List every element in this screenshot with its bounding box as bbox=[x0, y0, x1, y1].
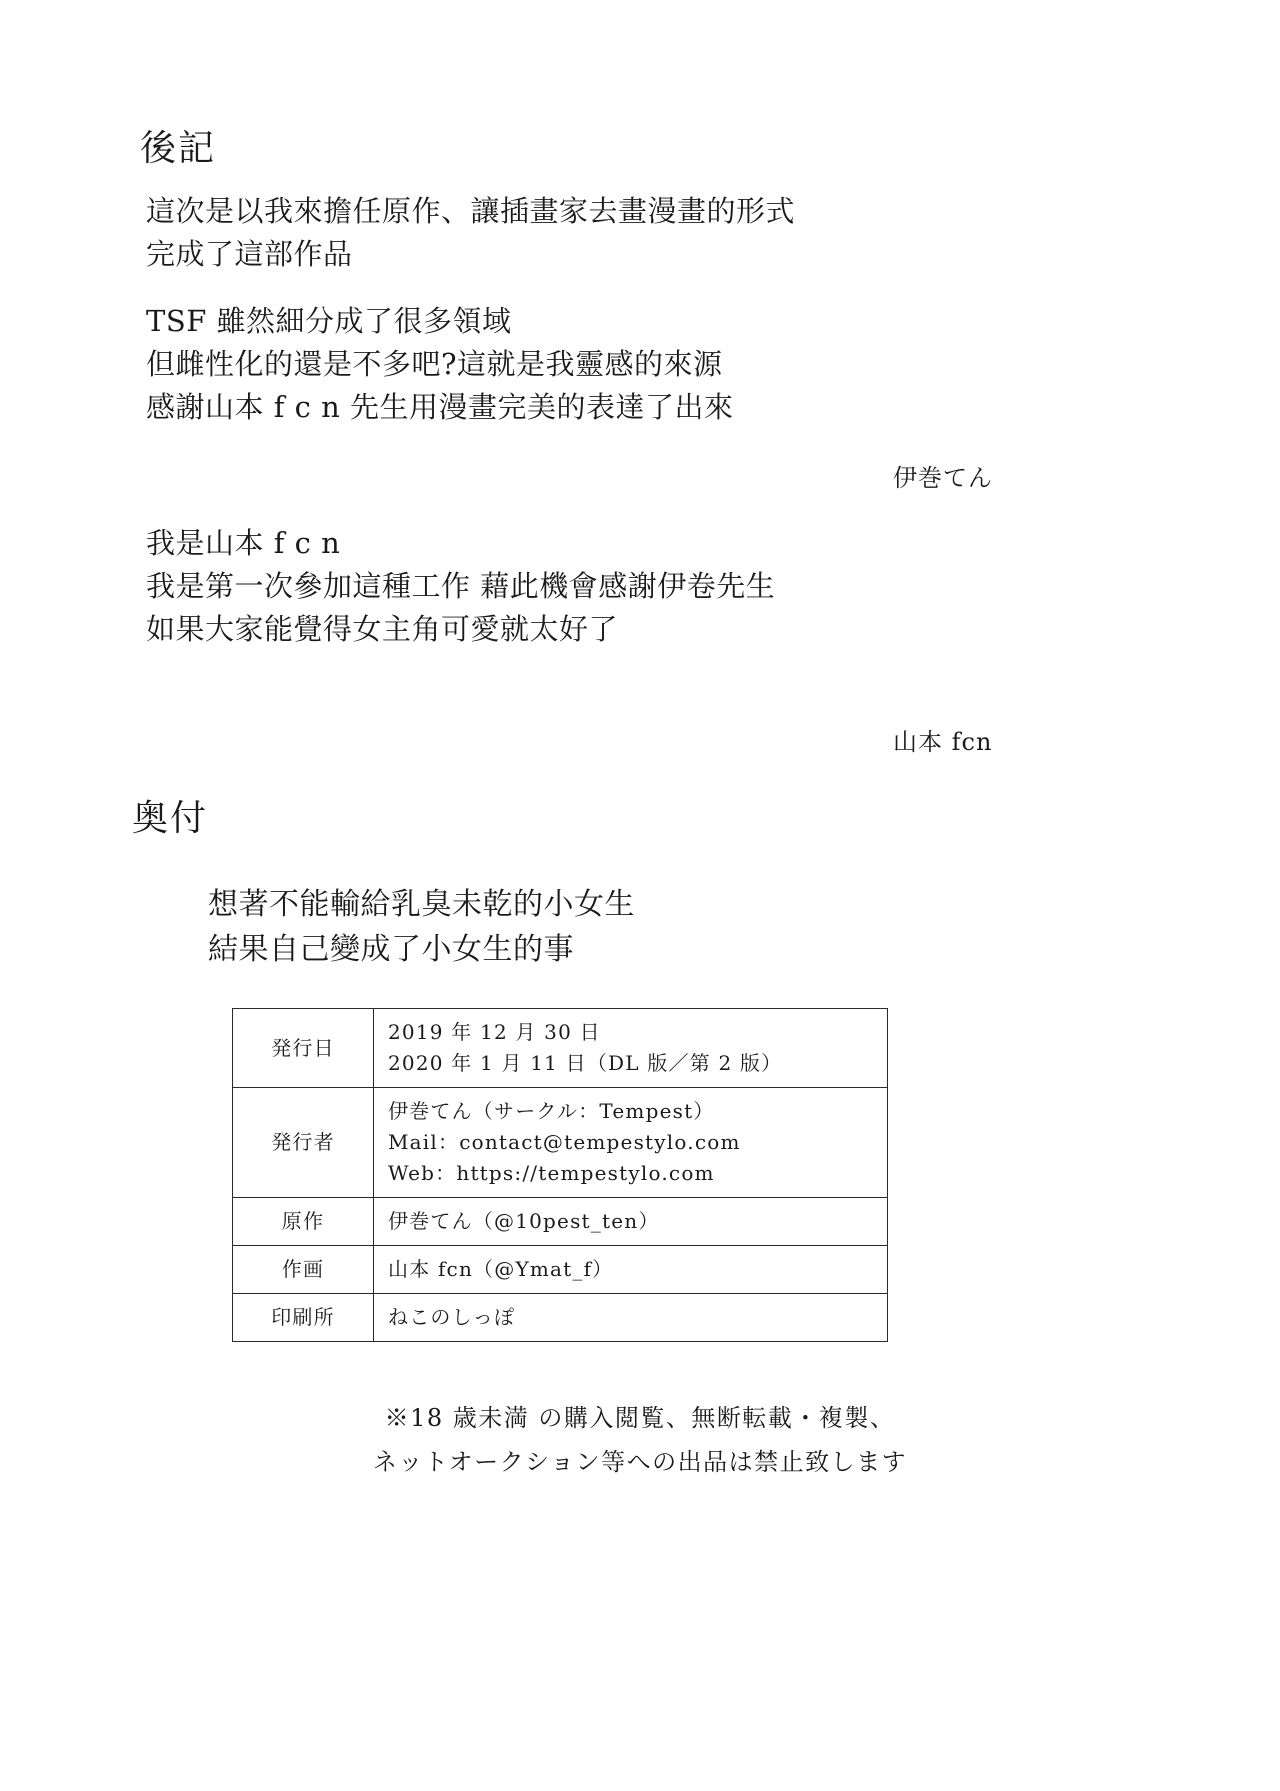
afterword-paragraph-3-line-3: 如果大家能覺得女主角可愛就太好了 bbox=[146, 612, 619, 646]
table-cell-line: 伊巻てん（サークル：Tempest） bbox=[388, 1099, 715, 1123]
table-row bbox=[233, 1009, 888, 1088]
afterword-paragraph-1 bbox=[146, 190, 795, 276]
table-row-value bbox=[374, 1246, 888, 1294]
afterword-paragraph-2-line-1: TSF 雖然細分成了很多領域 bbox=[146, 304, 512, 338]
table-row-label: 作画 bbox=[233, 1246, 374, 1294]
afterword-paragraph-2 bbox=[146, 300, 734, 429]
colophon-heading: 奥付 bbox=[132, 798, 209, 839]
colophon-info-table bbox=[232, 1008, 888, 1342]
table-row-value bbox=[374, 1198, 888, 1246]
afterword-paragraph-1-line-2: 完成了這部作品 bbox=[146, 237, 353, 271]
table-cell-line: Mail：contact@tempestylo.com bbox=[388, 1130, 741, 1154]
afterword-paragraph-3 bbox=[146, 522, 775, 651]
notice-line-1: ※18 歳未満 の購入閲覧、無断転載・複製、 bbox=[384, 1404, 896, 1432]
table-row bbox=[233, 1198, 888, 1246]
table-cell-line: 2019 年 12 月 30 日 bbox=[388, 1020, 601, 1044]
table-row-value bbox=[374, 1088, 888, 1198]
table-row-label: 発行日 bbox=[233, 1009, 374, 1088]
table-cell-line: 伊巻てん（@10pest_ten） bbox=[388, 1209, 660, 1233]
work-title-line-2: 結果自己變成了小女生的事 bbox=[208, 932, 574, 967]
afterword-paragraph-1-line-1: 這次是以我來擔任原作、讓插畫家去畫漫畫的形式 bbox=[146, 194, 796, 228]
table-cell-line: Web：https://tempestylo.com bbox=[388, 1161, 715, 1185]
table-row bbox=[233, 1246, 888, 1294]
table-cell-line: 山本 fcn（@Ymat_f） bbox=[388, 1257, 614, 1281]
table-row-label: 発行者 bbox=[233, 1088, 374, 1198]
afterword-heading: 後記 bbox=[140, 128, 217, 169]
notice-line-2: ネットオークション等への出品は禁止致します bbox=[372, 1448, 908, 1476]
table-row bbox=[233, 1088, 888, 1198]
work-title bbox=[208, 882, 635, 972]
afterword-paragraph-2-line-3: 感謝山本 f c n 先生用漫畫完美的表達了出來 bbox=[146, 390, 734, 424]
table-row-label: 原作 bbox=[233, 1198, 374, 1246]
table-cell-line: ねこのしっぽ bbox=[388, 1305, 516, 1329]
afterword-paragraph-3-line-1: 我是山本 f c n bbox=[146, 526, 341, 560]
table-row-value bbox=[374, 1294, 888, 1342]
afterword-paragraph-2-line-2: 但雌性化的還是不多吧?這就是我靈感的來源 bbox=[146, 347, 723, 381]
table-row bbox=[233, 1294, 888, 1342]
age-restriction-notice bbox=[0, 1396, 1280, 1484]
table-row-value bbox=[374, 1009, 888, 1088]
table-row-label: 印刷所 bbox=[233, 1294, 374, 1342]
afterword-signature-artist: 山本 fcn bbox=[893, 728, 993, 756]
afterword-signature-writer: 伊巻てん bbox=[893, 464, 993, 492]
work-title-line-1: 想著不能輸給乳臭未乾的小女生 bbox=[208, 887, 635, 922]
afterword-paragraph-3-line-2: 我是第一次參加這種工作 藉此機會感謝伊卷先生 bbox=[146, 569, 776, 603]
table-cell-line: 2020 年 1 月 11 日（DL 版／第 2 版） bbox=[388, 1051, 783, 1075]
